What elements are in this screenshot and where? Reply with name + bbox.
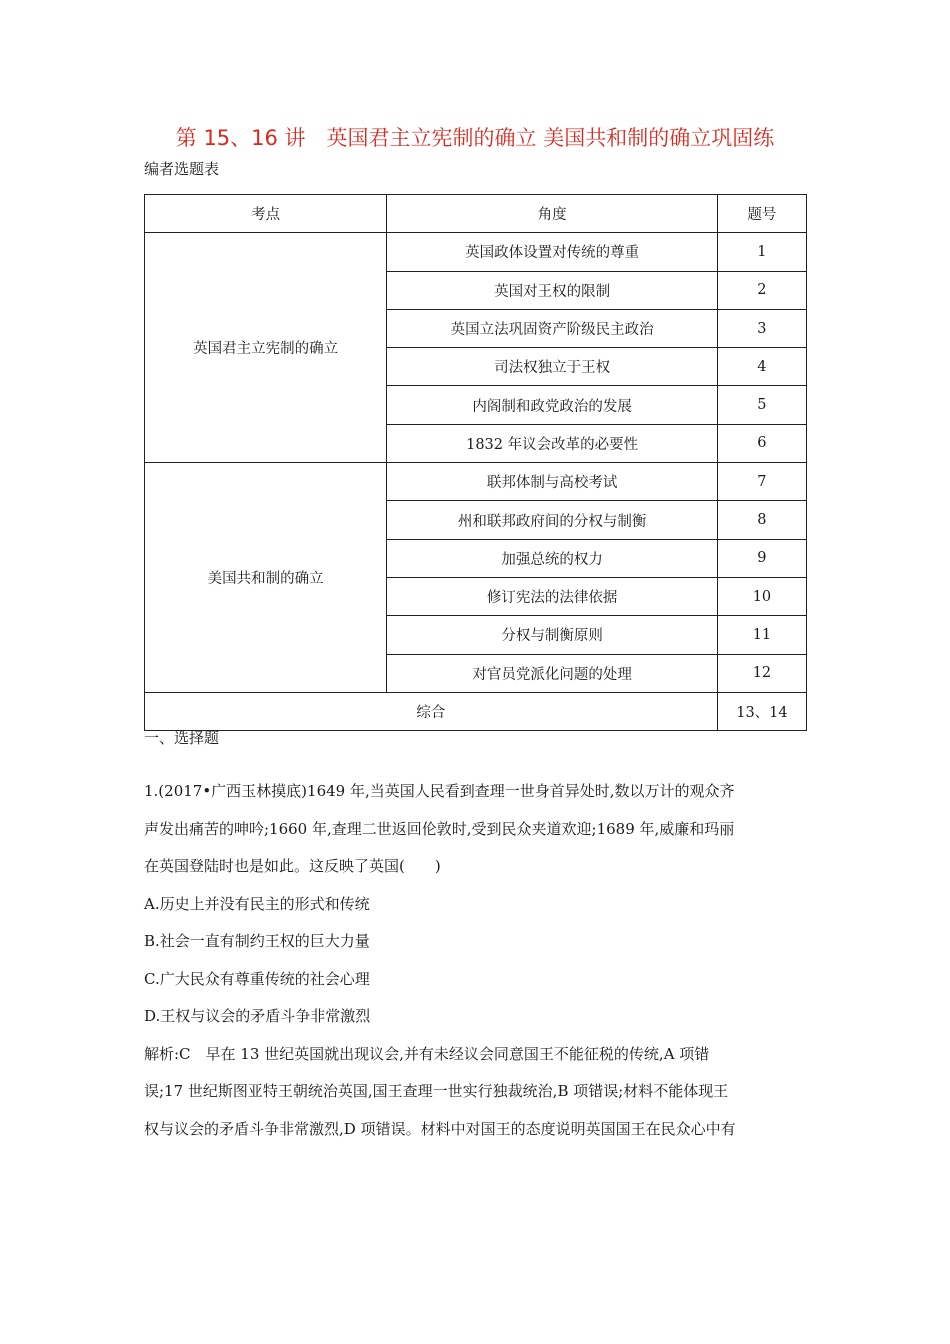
number-cell: 2 xyxy=(717,271,806,309)
header-angle: 角度 xyxy=(387,195,717,233)
analysis-line: 误;17 世纪斯图亚特王朝统治英国,国王查理一世实行独裁统治,B 项错误;材料不能体现王 xyxy=(144,1082,729,1100)
table-header-row xyxy=(145,195,807,233)
angle-cell: 内阁制和政党政治的发展 xyxy=(387,386,717,424)
analysis-line: 解析:C 早在 13 世纪英国就出现议会,并有未经议会同意国王不能征税的传统,A 项错 xyxy=(144,1044,710,1063)
table-row xyxy=(145,233,807,271)
option-c: C.广大民众有尊重传统的社会心理 xyxy=(144,969,370,988)
number-cell: 12 xyxy=(717,654,806,692)
question-stem-line: 在英国登陆时也是如此。这反映了英国( ) xyxy=(144,857,441,875)
angle-cell: 对官员党派化问题的处理 xyxy=(387,654,717,692)
question-stem-line: 声发出痛苦的呻吟;1660 年,查理二世返回伦敦时,受到民众夹道欢迎;1689 年,威廉和玛丽 xyxy=(144,819,735,838)
number-cell: 11 xyxy=(717,616,806,654)
number-cell: 4 xyxy=(717,348,806,386)
option-d: D.王权与议会的矛盾斗争非常激烈 xyxy=(144,1007,371,1025)
angle-cell: 1832 年议会改革的必要性 xyxy=(387,424,717,462)
number-cell: 9 xyxy=(717,539,806,577)
angle-cell: 英国立法巩固资产阶级民主政治 xyxy=(387,309,717,347)
topic-cell: 英国君主立宪制的确立 xyxy=(145,233,387,463)
table-caption: 编者选题表 xyxy=(144,160,220,178)
summary-row xyxy=(145,692,807,730)
number-cell: 6 xyxy=(717,424,806,462)
header-number: 题号 xyxy=(717,195,806,233)
angle-cell: 英国对王权的限制 xyxy=(387,271,717,309)
number-cell: 10 xyxy=(717,577,806,615)
angle-cell: 修订宪法的法律依据 xyxy=(387,577,717,615)
summary-number: 13、14 xyxy=(717,692,806,730)
number-cell: 8 xyxy=(717,501,806,539)
analysis-line: 权与议会的矛盾斗争非常激烈,D 项错误。材料中对国王的态度说明英国国王在民众心中有 xyxy=(144,1119,736,1138)
topic-cell: 美国共和制的确立 xyxy=(145,463,387,693)
angle-cell: 州和联邦政府间的分权与制衡 xyxy=(387,501,717,539)
summary-label: 综合 xyxy=(145,692,718,730)
header-topic: 考点 xyxy=(145,195,387,233)
number-cell: 1 xyxy=(717,233,806,271)
angle-cell: 英国政体设置对传统的尊重 xyxy=(387,233,717,271)
option-b: B.社会一直有制约王权的巨大力量 xyxy=(144,932,370,950)
number-cell: 5 xyxy=(717,386,806,424)
angle-cell: 联邦体制与高校考试 xyxy=(387,463,717,501)
table-row xyxy=(145,463,807,501)
option-a: A.历史上并没有民主的形式和传统 xyxy=(144,894,370,913)
question-stem-line: 1.(2017•广西玉林摸底)1649 年,当英国人民看到查理一世身首异处时,数以万计的观众齐 xyxy=(144,782,735,800)
section-heading: 一、选择题 xyxy=(144,729,220,747)
topic-selection-table xyxy=(144,194,807,731)
question-1 xyxy=(144,773,809,1148)
angle-cell: 司法权独立于王权 xyxy=(387,348,717,386)
page-title: 第 15、16 讲 英国君主立宪制的确立 美国共和制的确立巩固练 xyxy=(175,126,775,150)
number-cell: 7 xyxy=(717,463,806,501)
angle-cell: 分权与制衡原则 xyxy=(387,616,717,654)
number-cell: 3 xyxy=(717,309,806,347)
angle-cell: 加强总统的权力 xyxy=(387,539,717,577)
